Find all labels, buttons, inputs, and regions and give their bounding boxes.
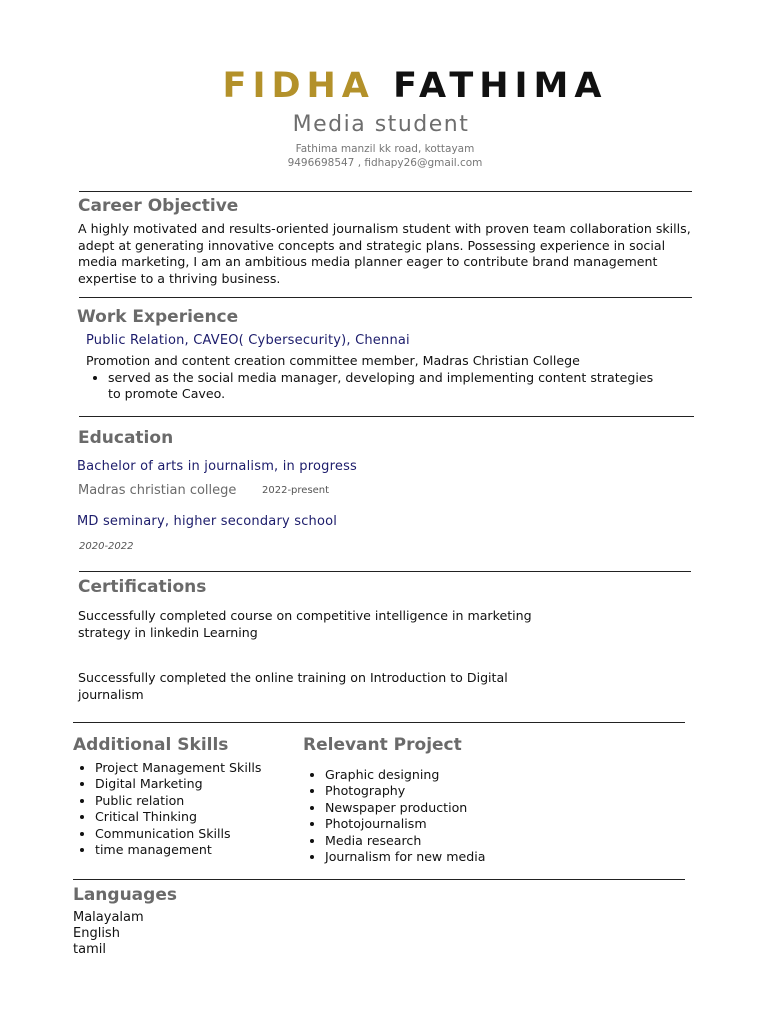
list-item: • Project Management Skills — [95, 760, 293, 776]
divider — [79, 571, 691, 572]
languages-list — [73, 910, 144, 957]
additional-skills-heading: Additional Skills — [73, 735, 229, 755]
list-item: • served as the social media manager, developing and implementing content strategies to promote Caveo. — [108, 370, 666, 403]
list-item: • Journalism for new media — [325, 849, 563, 865]
list-item: • Communication Skills — [95, 826, 293, 842]
list-item: Malayalam — [73, 910, 144, 925]
list-item: • time management — [95, 842, 293, 858]
college-name: Madras christian college — [78, 483, 237, 498]
list-item: • Photojournalism — [325, 816, 563, 832]
divider — [73, 722, 685, 723]
address: Fathima manzil kk road, kottayam — [295, 143, 475, 155]
divider — [79, 416, 694, 417]
certification-item: Successfully completed course on competitive intelligence in marketing strategy in linkedin Learning — [78, 608, 532, 640]
relevant-project-heading: Relevant Project — [303, 735, 462, 755]
education-heading: Education — [78, 428, 174, 448]
projects-list — [303, 767, 563, 865]
work-experience-heading: Work Experience — [77, 307, 239, 327]
school-dates: 2020-2022 — [79, 541, 134, 552]
divider — [73, 879, 685, 880]
list-item: • Digital Marketing — [95, 776, 293, 792]
work-line: Promotion and content creation committee member, Madras Christian College — [86, 353, 580, 368]
degree-title: Bachelor of arts in journalism, in progress — [77, 459, 358, 474]
school-title: MD seminary, higher secondary school — [77, 514, 338, 529]
work-title: Public Relation, CAVEO( Cybersecurity), Chennai — [86, 333, 410, 348]
list-item: • Public relation — [95, 793, 293, 809]
divider — [79, 191, 692, 192]
certifications-heading: Certifications — [78, 577, 207, 597]
certification-item: Successfully completed the online training on Introduction to Digital journalism — [78, 670, 508, 702]
languages-heading: Languages — [73, 885, 177, 905]
phone-email: 9496698547 , fidhapy26@gmail.com — [287, 157, 483, 169]
list-item: • Critical Thinking — [95, 809, 293, 825]
list-item: • Media research — [325, 833, 563, 849]
work-bullet-list — [86, 370, 666, 403]
skills-list — [73, 760, 293, 858]
career-objective-text: A highly motivated and results-oriented journalism student with proven team collaboration skills, adept at generating innovative concepts and strategic plans. Possessing experience in social media marketing, I am an ambitious media planner eager to contribute brand management expertise to a thriving business. — [78, 221, 691, 286]
candidate-name — [0, 66, 768, 106]
list-item: English — [73, 925, 120, 941]
list-item: • Newspaper production — [325, 800, 563, 816]
job-role: Media student — [292, 112, 470, 137]
career-objective-heading: Career Objective — [78, 196, 239, 216]
first-name: FIDHA — [222, 66, 375, 106]
list-item: • Photography — [325, 783, 563, 799]
divider — [79, 297, 692, 298]
last-name: FATHIMA — [393, 66, 608, 106]
list-item: tamil — [73, 941, 106, 957]
college-dates: 2022-present — [262, 485, 330, 496]
list-item: • Graphic designing — [325, 767, 563, 783]
